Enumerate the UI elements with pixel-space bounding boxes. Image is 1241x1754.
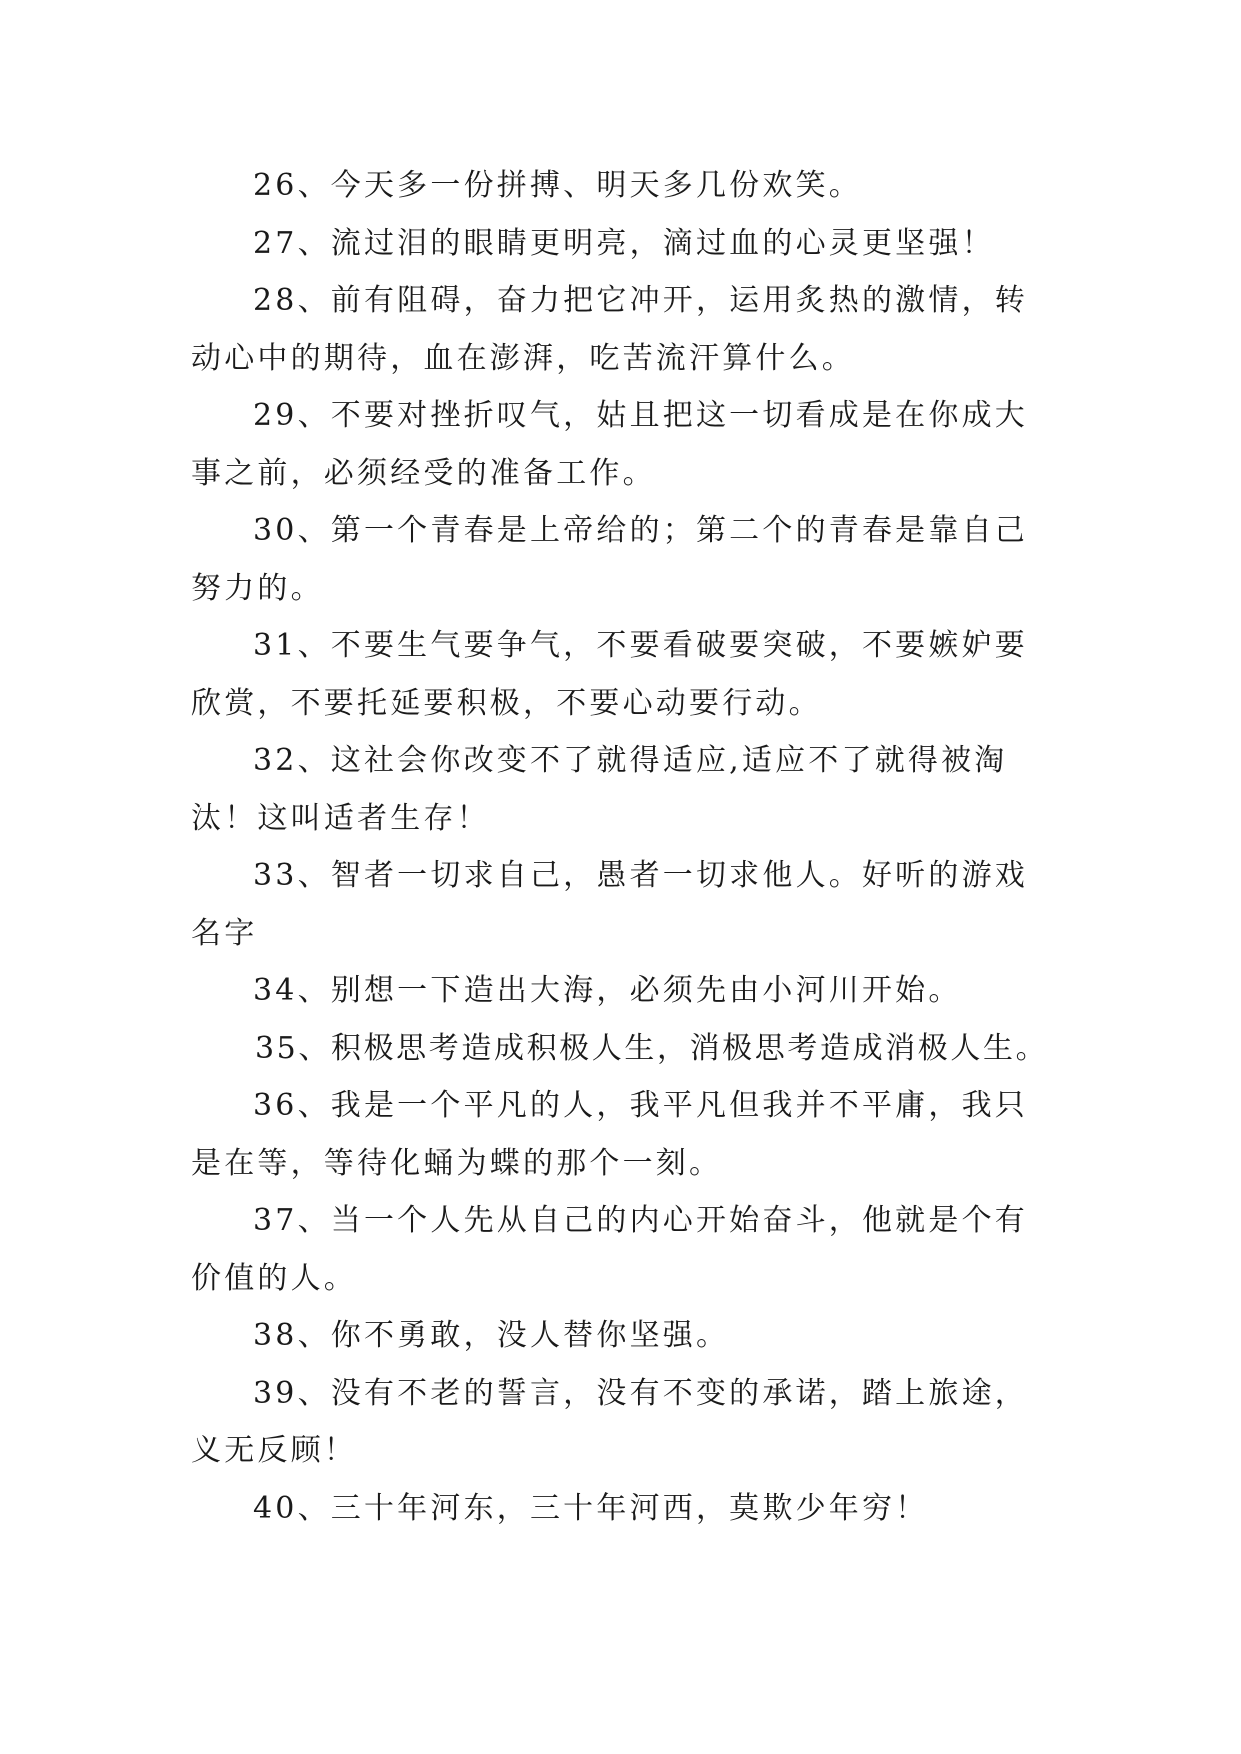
paragraph-34: 34、别想一下造出大海，必须先由小河川开始。 [253,973,962,1008]
paragraph-28: 28、前有阻碍，奋力把它冲开，运用炙热的激情，转动心中的期待，血在澎湃，吃苦流汗算什么。 [191,283,1028,376]
paragraph-27: 27、流过泪的眼睛更明亮，滴过血的心灵更坚强！ [253,225,995,261]
paragraph-37: 37、当一个人先从自己的内心开始奋斗，他就是个有价值的人。 [191,1203,1028,1296]
paragraph-38: 38、你不勇敢，没人替你坚强。 [253,1318,730,1353]
paragraph-29: 29、不要对挫折叹气，姑且把这一切看成是在你成大事之前，必须经受的准备工作。 [191,398,1028,491]
paragraph-32: 32、这社会你改变不了就得适应,适应不了就得被淘汰！这叫适者生存！ [191,743,1008,836]
paragraph-30: 30、第一个青春是上帝给的；第二个的青春是靠自己努力的。 [191,513,1028,606]
paragraph-36: 36、我是一个平凡的人，我平凡但我并不平庸，我只是在等，等待化蛹为蝶的那个一刻。 [191,1088,1028,1181]
document-body [191,157,1051,1537]
paragraph-39: 39、没有不老的誓言，没有不变的承诺，踏上旅途，义无反顾！ [191,1375,1028,1468]
paragraph-35: 35、积极思考造成积极人生，消极思考造成消极人生。 [255,1030,1049,1066]
paragraph-33: 33、智者一切求自己，愚者一切求他人。好听的游戏名字 [191,858,1028,951]
paragraph-40: 40、三十年河东，三十年河西，莫欺少年穷！ [253,1490,929,1526]
paragraph-26: 26、今天多一份拼搏、明天多几份欢笑。 [253,168,862,203]
paragraph-31: 31、不要生气要争气，不要看破要突破，不要嫉妒要欣赏，不要托延要积极，不要心动要行动。 [191,628,1028,721]
